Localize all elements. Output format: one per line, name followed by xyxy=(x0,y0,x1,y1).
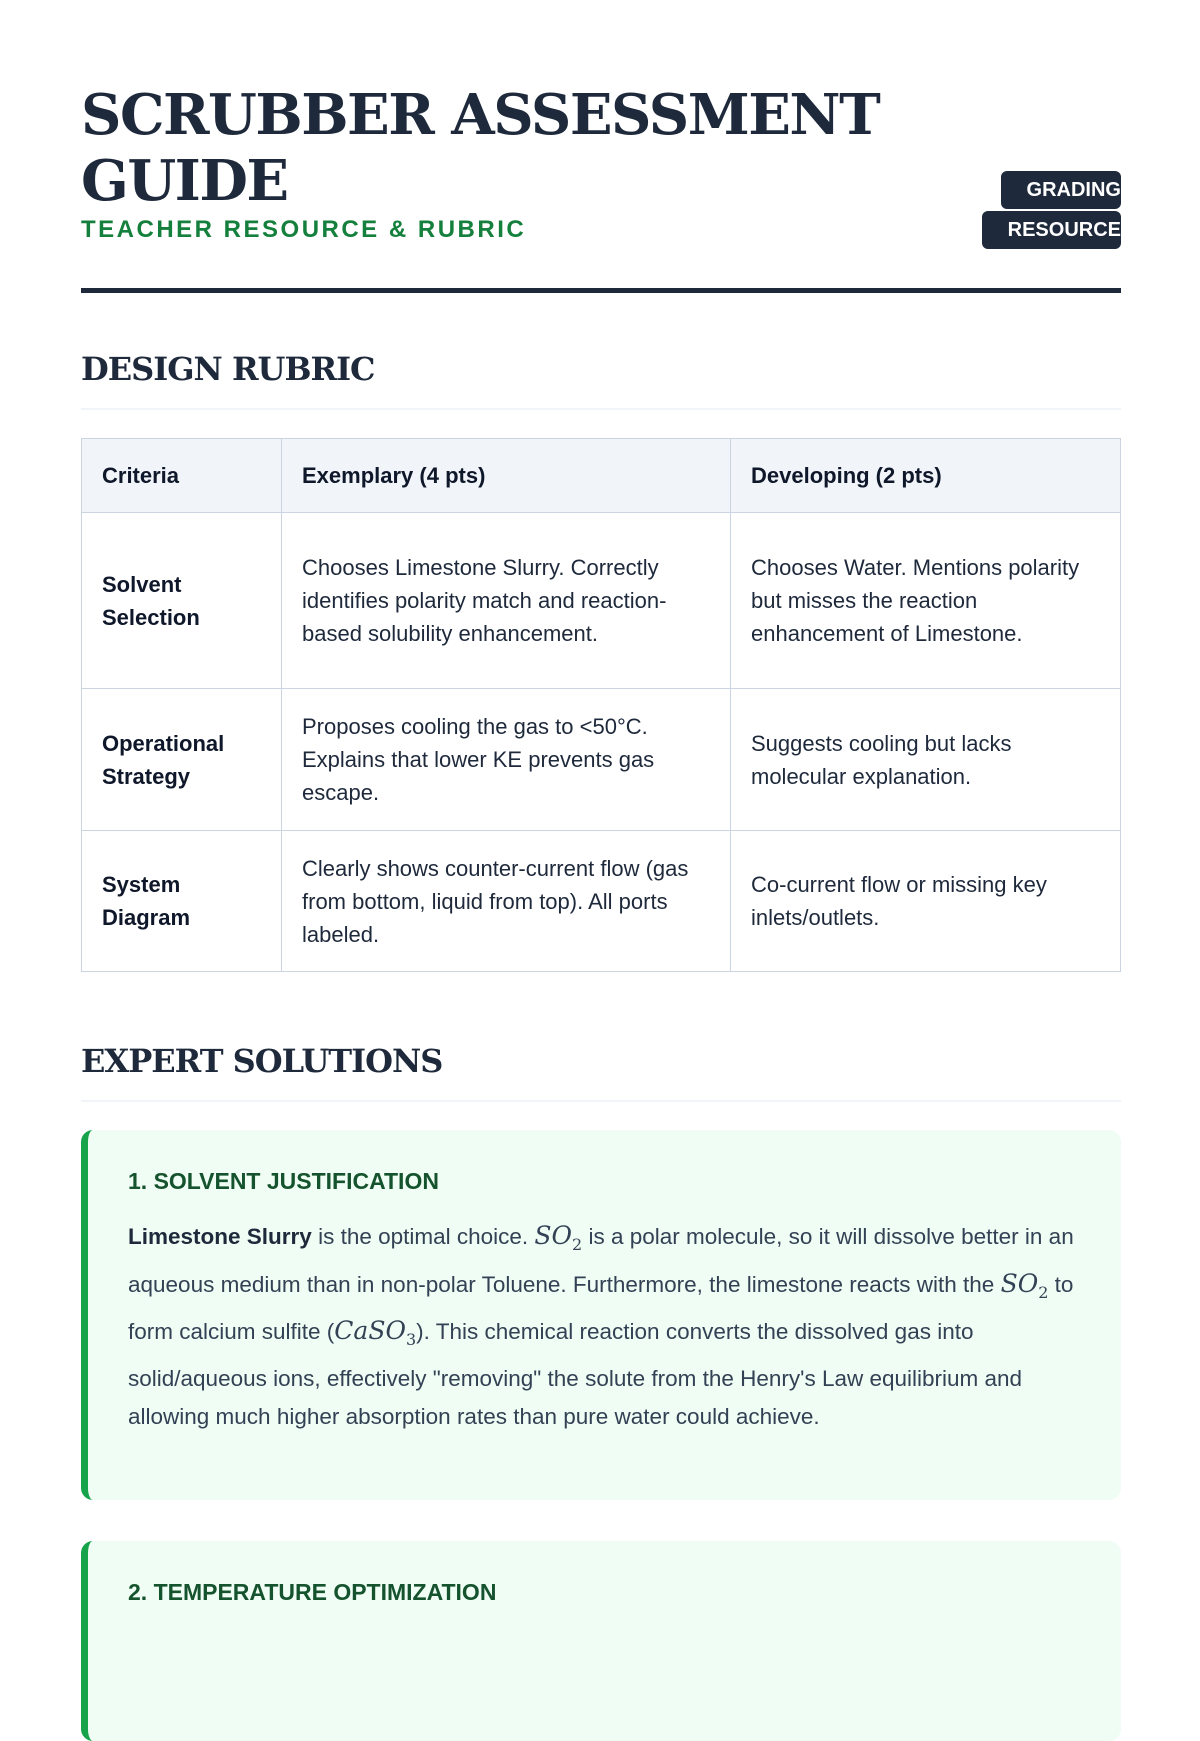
developing-cell: Co-current flow or missing key inlets/outlets. xyxy=(731,831,1121,972)
page-title: SCRUBBER ASSESSMENT GUIDE xyxy=(81,82,880,214)
table-row xyxy=(82,513,1121,689)
text: is a polar molecule, so it will dissolve better in an aqueous medium than in non-polar Toluene. Furthermore, the limestone reacts with the xyxy=(128,1224,1074,1297)
exemplary-cell: Clearly shows counter-current flow (gas from bottom, liquid from top). All ports labeled. xyxy=(282,831,731,972)
criteria-cell: System Diagram xyxy=(82,831,282,972)
rubric-heading: DESIGN RUBRIC xyxy=(81,350,375,388)
solutions-heading: EXPERT SOLUTIONS xyxy=(81,1042,443,1080)
solution-bold: Limestone Slurry xyxy=(128,1224,312,1249)
rubric-divider xyxy=(81,408,1121,410)
solution-title: 2. TEMPERATURE OPTIMIZATION xyxy=(128,1579,497,1605)
column-header: Criteria xyxy=(82,439,282,513)
solution-title: 1. SOLVENT JUSTIFICATION xyxy=(128,1168,439,1194)
formula-sub: 2 xyxy=(572,1235,583,1254)
badge-label: GRADING RESOURCE xyxy=(982,171,1121,249)
formula xyxy=(1000,1268,1049,1302)
page-subtitle: TEACHER RESOURCE & RUBRIC xyxy=(81,216,527,243)
formula-sub: 2 xyxy=(1038,1282,1049,1302)
solution-card xyxy=(81,1130,1121,1500)
exemplary-cell: Chooses Limestone Slurry. Correctly identifies polarity match and reaction-based solubility enhancement. xyxy=(282,513,731,689)
formula-base: CaSO xyxy=(334,1316,406,1345)
developing-cell: Suggests cooling but lacks molecular explanation. xyxy=(731,689,1121,831)
solutions-divider xyxy=(81,1100,1121,1102)
header-divider xyxy=(81,288,1121,293)
solution-text xyxy=(128,1217,1083,1437)
formula xyxy=(334,1316,417,1349)
solution-card xyxy=(81,1541,1121,1741)
formula-base: SO xyxy=(534,1221,573,1250)
formula xyxy=(534,1221,583,1254)
formula-base: SO xyxy=(1000,1268,1039,1298)
criteria-cell: Operational Strategy xyxy=(82,689,282,831)
developing-cell: Chooses Water. Mentions polarity but misses the reaction enhancement of Limestone. xyxy=(731,513,1121,689)
table-row xyxy=(82,689,1121,831)
column-header: Developing (2 pts) xyxy=(731,439,1121,513)
table-header-row xyxy=(82,439,1121,513)
column-header: Exemplary (4 pts) xyxy=(282,439,731,513)
grading-resource-badge xyxy=(971,170,1121,250)
table-row xyxy=(82,831,1121,972)
text: is the optimal choice. xyxy=(311,1224,535,1249)
rubric-table xyxy=(81,438,1121,972)
text: to form calcium sulfite ( xyxy=(128,1271,1074,1344)
text: ). This chemical reaction converts the dissolved gas into solid/aqueous ions, effectively "removing" the solute from the Henry's Law equilibrium and allowing much higher absorption rates than pure water could achieve. xyxy=(128,1319,1023,1429)
exemplary-cell: Proposes cooling the gas to <50°C. Explains that lower KE prevents gas escape. xyxy=(282,689,731,831)
criteria-cell: Solvent Selection xyxy=(82,513,282,689)
formula-sub: 3 xyxy=(405,1330,417,1349)
